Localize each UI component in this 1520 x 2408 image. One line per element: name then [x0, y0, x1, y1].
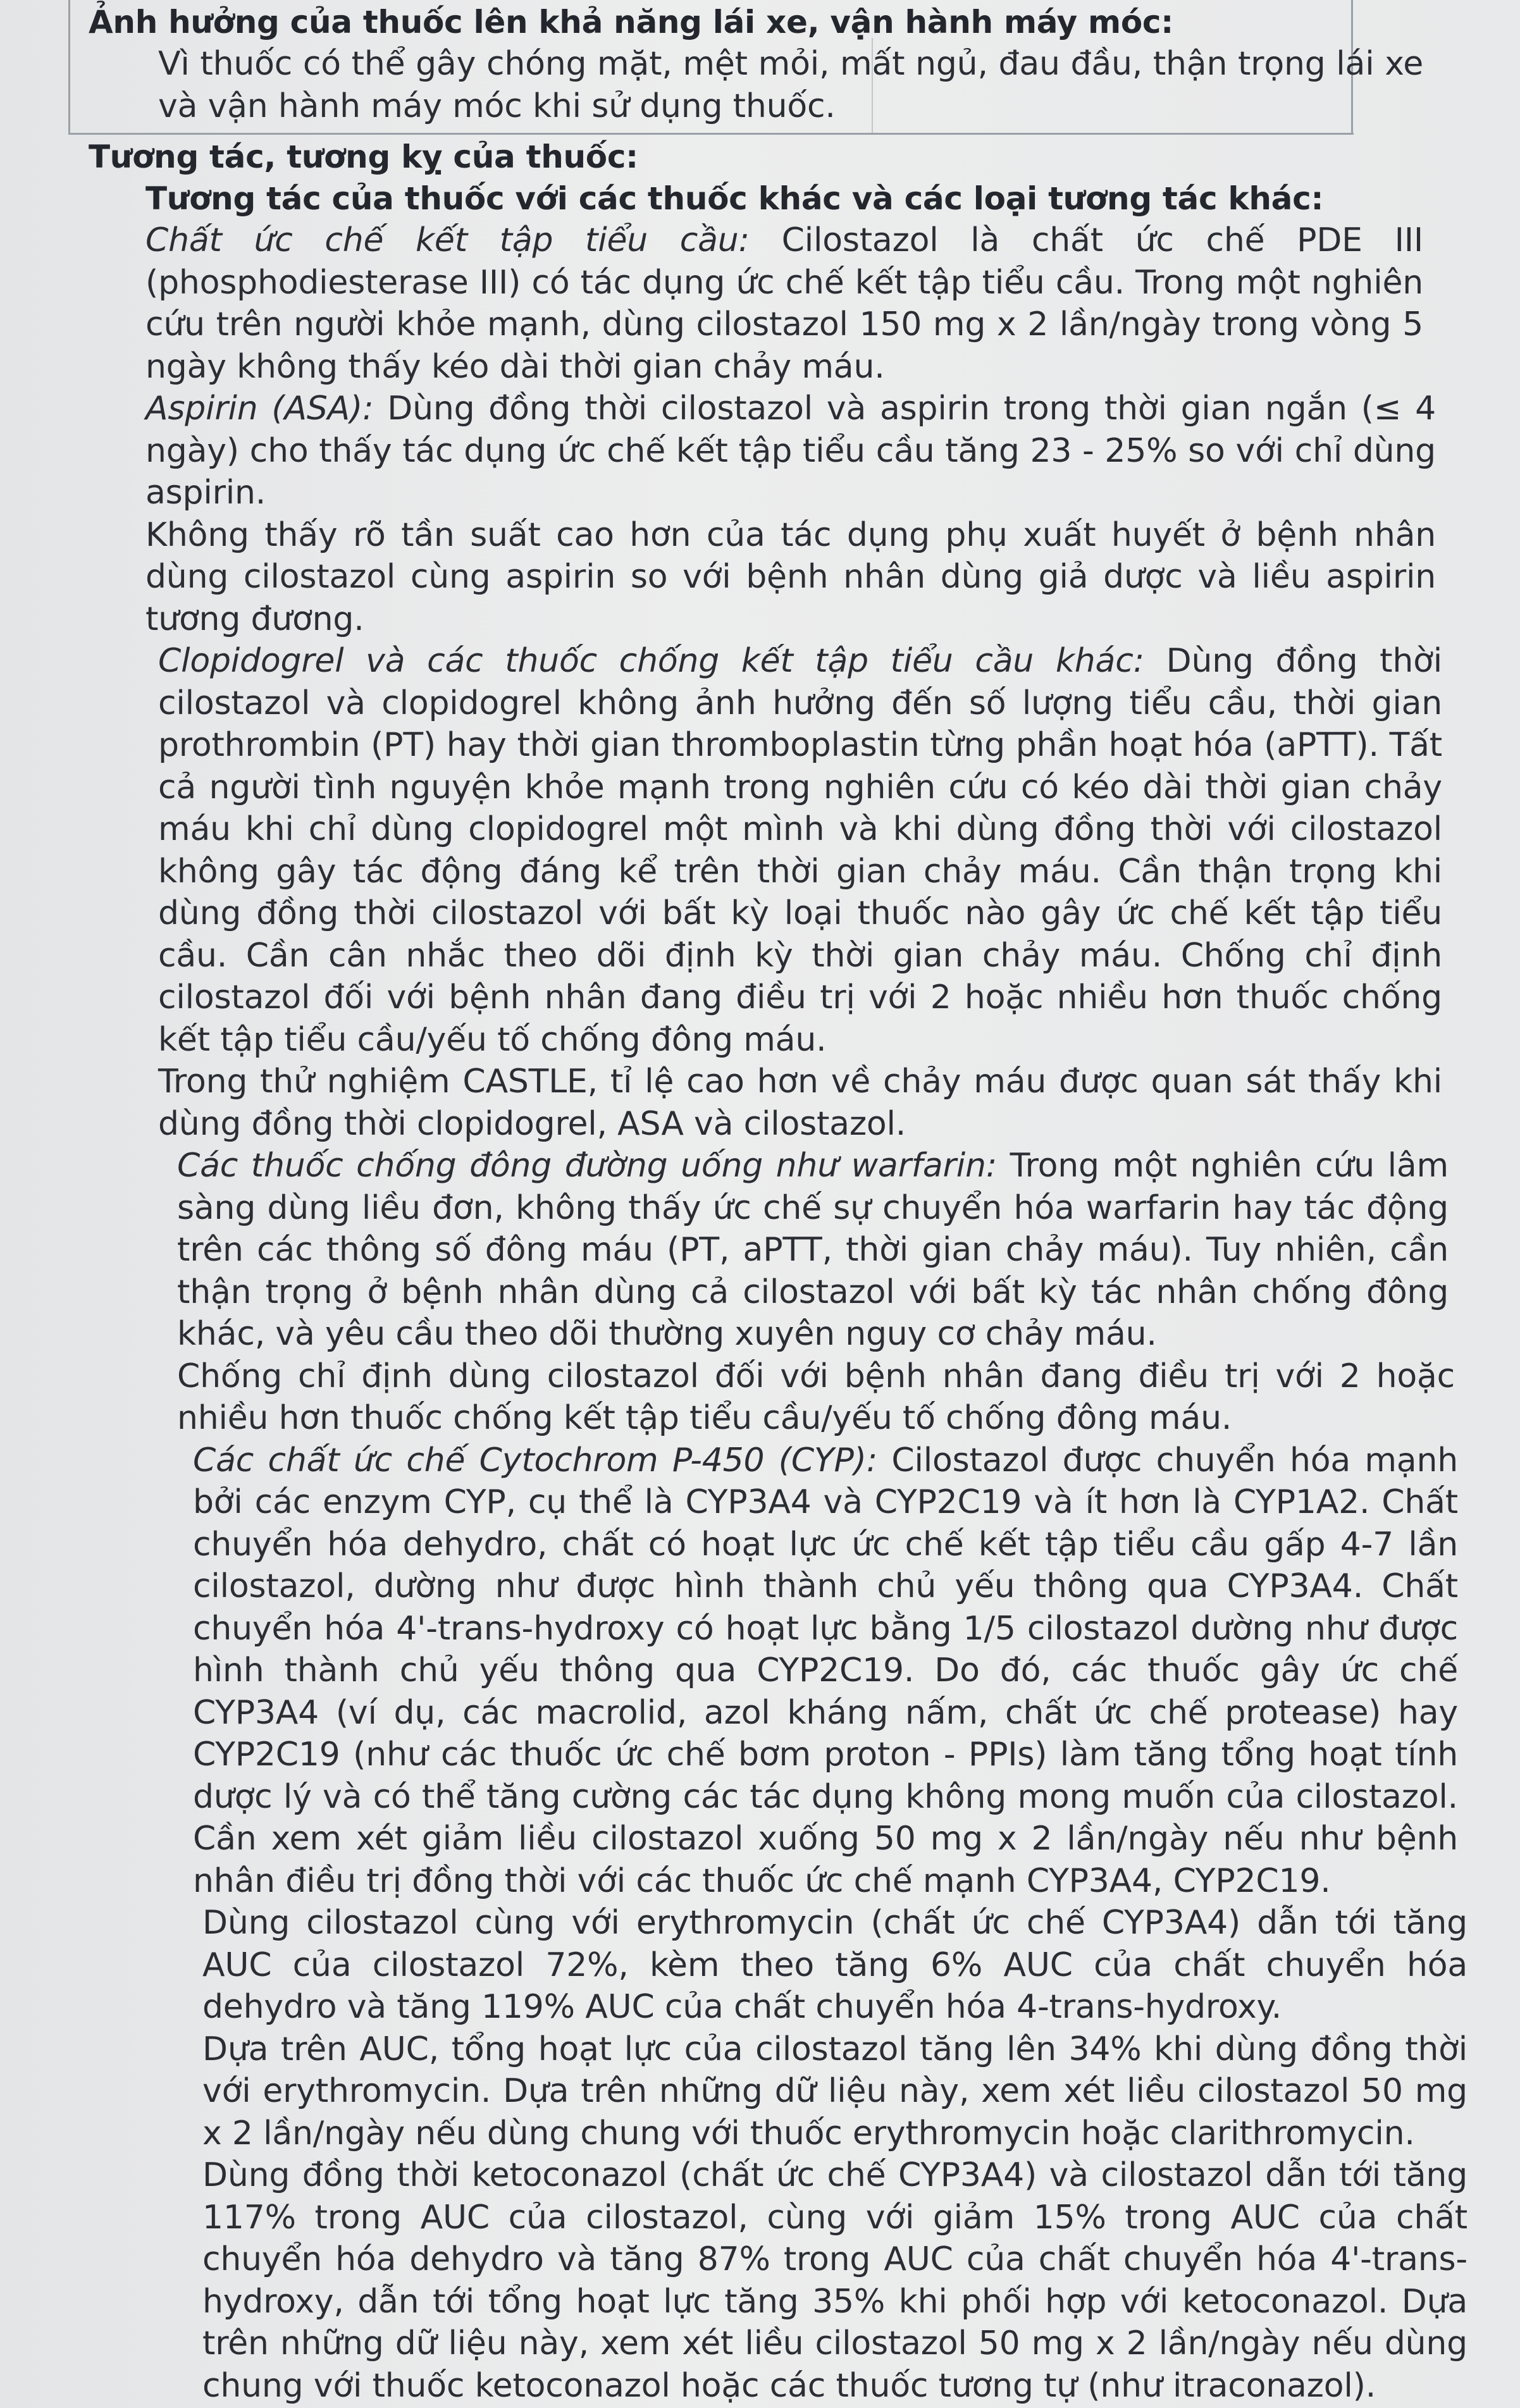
antiplatelet-label: Chất ức chế kết tập tiểu cầu: — [145, 221, 750, 259]
warfarin-paragraph-2: Chống chỉ định dùng cilostazol đối với bệnh nhân đang điều trị với 2 hoặc nhiều hơn thuốc chống kết tập tiểu cầu/yếu tố chống đông máu. — [177, 1357, 1455, 1437]
aspirin-text: Dùng đồng thời cilostazol và aspirin trong thời gian ngắn (≤ 4 ngày) cho thấy tác dụng ức chế kết tập tiểu cầu tăng 23 - 25% so với chỉ dùng aspirin. — [145, 390, 1436, 512]
erythromycin-paragraph: Dùng cilostazol cùng với erythromycin (chất ức chế CYP3A4) dẫn tới tăng AUC của cilostazol 72%, kèm theo tăng 6% AUC của chất chuyển hóa dehydro và tăng 119% AUC của chất chuyển hóa 4-trans-hydroxy. — [202, 1904, 1467, 2026]
clopidogrel-text: Dùng đồng thời cilostazol và clopidogrel không ảnh hưởng đến số lượng tiểu cầu, thời gian prothrombin (PT) hay thời gian thromboplastin từng phần hoạt hóa (aPTT). Tất cả người tình nguyện khỏe mạnh trong nghiên cứu có kéo dài thời gian chảy máu khi chỉ dùng clopidogrel một mình và khi dùng đồng thời với cilostazol không gây tác động đáng kể trên thời gian chảy máu. Cần thận trọng khi dùng đồng thời cilostazol với bất kỳ loại thuốc nào gây ức chế kết tập tiểu cầu. Cần cân nhắc theo dõi định kỳ thời gian chảy máu. Chống chỉ định cilostazol đối với bệnh nhân đang điều trị với 2 hoặc nhiều hơn thuốc chống kết tập tiểu cầu/yếu tố chống đông máu. — [158, 642, 1442, 1059]
table-border-left — [68, 0, 70, 134]
document-content — [89, 0, 1467, 2407]
cyp-paragraph — [89, 1440, 1467, 1903]
interactions-heading: Tương tác, tương kỵ của thuốc: — [89, 139, 638, 175]
aspirin-label: Aspirin (ASA): — [145, 390, 374, 428]
clopidogrel-label: Clopidogrel và các thuốc chống kết tập tiểu cầu khác: — [158, 642, 1144, 680]
antiplatelet-text: Cilostazol là chất ức chế PDE III (phosphodiesterase III) có tác dụng ức chế kết tập tiểu cầu. Trong một nghiên cứu trên người khỏe mạnh, dùng cilostazol 150 mg x 2 lần/ngày trong vòng 5 ngày không thấy kéo dài thời gian chảy máu. — [145, 221, 1423, 386]
clopidogrel-paragraph-2: Trong thử nghiệm CASTLE, tỉ lệ cao hơn về chảy máu được quan sát thấy khi dùng đồng thời clopidogrel, ASA và cilostazol. — [158, 1063, 1442, 1143]
antiplatelet-paragraph — [89, 219, 1467, 388]
aspirin-paragraph — [89, 388, 1467, 514]
ketoconazol-paragraph: Dùng đồng thời ketoconazol (chất ức chế CYP3A4) và cilostazol dẫn tới tăng 117% trong AUC của cilostazol, cùng với giảm 15% trong AUC của chất chuyển hóa dehydro và tăng 87% trong AUC của chất chuyển hóa 4'-trans-hydroxy, dẫn tới tổng hoạt lực tăng 35% khi phối hợp với ketoconazol. Dựa trên những dữ liệu này, xem xét liều cilostazol 50 mg x 2 lần/ngày nếu dùng chung với thuốc ketoconazol hoặc các thuốc tương tự (như itraconazol). — [202, 2156, 1467, 2405]
clopidogrel-paragraph — [89, 640, 1467, 1061]
cyp-text: Cilostazol được chuyển hóa mạnh bởi các enzym CYP, cụ thể là CYP3A4 và CYP2C19 và ít hơn là CYP1A2. Chất chuyển hóa dehydro, chất có hoạt lực ức chế kết tập tiểu cầu gấp 4-7 lần cilostazol, dường như được hình thành chủ yếu thông qua CYP3A4. Chất chuyển hóa 4'-trans-hydroxy có hoạt lực bằng 1/5 cilostazol dường như được hình thành chủ yếu thông qua CYP2C19. Do đó, các thuốc gây ức chế CYP3A4 (ví dụ, các macrolid, azol kháng nấm, chất ức chế protease) hay CYP2C19 (như các thuốc ức chế bơm proton - PPIs) làm tăng tổng hoạt tính dược lý và có thể tăng cường các tác dụng không mong muốn của cilostazol. Cần xem xét giảm liều cilostazol xuống 50 mg x 2 lần/ngày nếu như bệnh nhân điều trị đồng thời với các thuốc ức chế mạnh CYP3A4, CYP2C19. — [193, 1441, 1458, 1900]
warfarin-label: Các thuốc chống đông đường uống như warfarin: — [177, 1147, 998, 1185]
erythromycin-paragraph-2: Dựa trên AUC, tổng hoạt lực của cilostazol tăng lên 34% khi dùng đồng thời với erythromycin. Dựa trên những dữ liệu này, xem xét liều cilostazol 50 mg x 2 lần/ngày nếu dùng chung với thuốc erythromycin hoặc clarithromycin. — [202, 2030, 1467, 2152]
driving-text: Vì thuốc có thể gây chóng mặt, mệt mỏi, mất ngủ, đau đầu, thận trọng lái xe và vận hành máy móc khi sử dụng thuốc. — [158, 45, 1423, 125]
warfarin-paragraph — [89, 1145, 1467, 1355]
interactions-subheading: Tương tác của thuốc với các thuốc khác và các loại tương tác khác: — [145, 180, 1324, 217]
aspirin-paragraph-2: Không thấy rõ tần suất cao hơn của tác dụng phụ xuất huyết ở bệnh nhân dùng cilostazol cùng aspirin so với bệnh nhân dùng giả dược và liều aspirin tương đương. — [145, 516, 1436, 638]
warfarin-text: Trong một nghiên cứu lâm sàng dùng liều đơn, không thấy ức chế sự chuyển hóa warfarin hay tác động trên các thông số đông máu (PT, aPTT, thời gian chảy máu). Tuy nhiên, cần thận trọng ở bệnh nhân dùng cả cilostazol với bất kỳ tác nhân chống đông khác, và yêu cầu theo dõi thường xuyên nguy cơ chảy máu. — [177, 1147, 1449, 1353]
cyp-label: Các chất ức chế Cytochrom P-450 (CYP): — [193, 1441, 878, 1479]
driving-heading: Ảnh hưởng của thuốc lên khả năng lái xe, vận hành máy móc: — [89, 4, 1173, 40]
